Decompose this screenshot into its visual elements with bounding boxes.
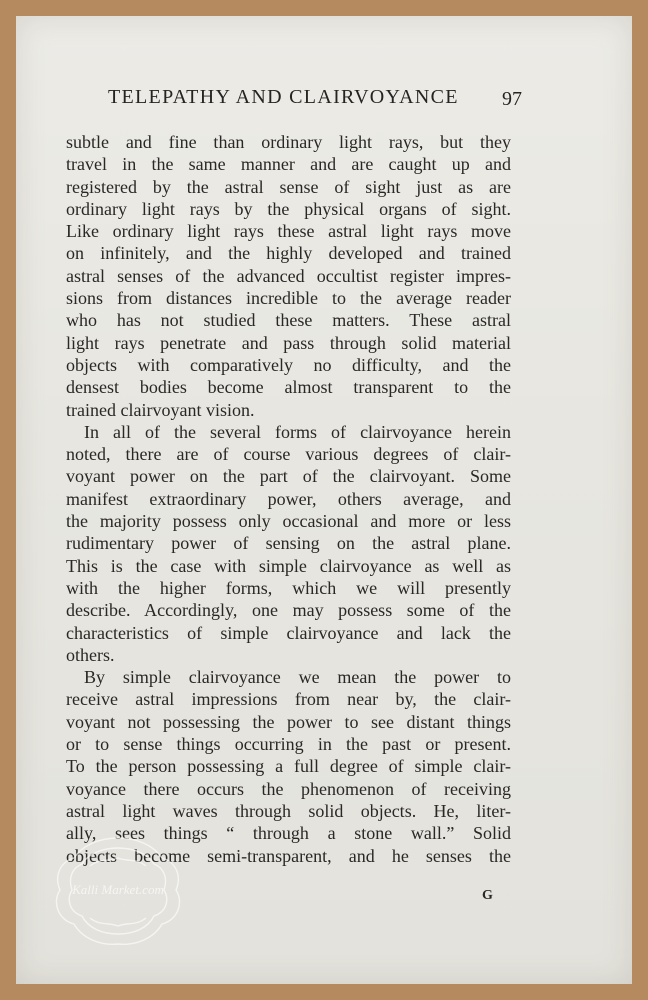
- text-line: This is the case with simple clairvoyance as well as: [66, 555, 511, 576]
- text-line: objects with comparatively no difficulty, and the: [66, 354, 511, 375]
- text-line: describe. Accordingly, one may possess some of the: [66, 600, 511, 621]
- text-line: who has not studied these matters. These astral: [66, 310, 511, 331]
- text-line: astral light waves through solid objects. He, liter-: [66, 800, 511, 821]
- text-line: registered by the astral sense of sight just as are: [66, 176, 511, 197]
- running-head: [92, 84, 522, 114]
- text-line: travel in the same manner and are caught up and: [66, 154, 511, 175]
- text-line: subtle and fine than ordinary light rays, but they: [66, 132, 511, 152]
- text-line: on infinitely, and the highly developed and trained: [66, 243, 511, 264]
- text-line: sions from distances incredible to the average reader: [66, 288, 511, 309]
- text-line: ordinary light rays by the physical organs of sight.: [66, 198, 511, 219]
- text-line: astral senses of the advanced occultist register impres-: [66, 265, 511, 286]
- text-line: characteristics of simple clairvoyance and lack the: [66, 622, 511, 643]
- watermark-text: Kalli Market.com: [72, 882, 164, 897]
- text-line: By simple clairvoyance we mean the power to: [84, 667, 511, 688]
- text-line: manifest extraordinary power, others average, and: [66, 488, 511, 509]
- text-line: objects become semi-transparent, and he senses the: [66, 845, 511, 866]
- text-line: rudimentary power of sensing on the astral plane.: [66, 533, 511, 554]
- text-line: To the person possessing a full degree of simple clair-: [66, 756, 511, 777]
- text-line: trained clairvoyant vision.: [66, 399, 255, 420]
- page-number: 97: [502, 88, 522, 110]
- body-text: [66, 131, 511, 867]
- text-line: or to sense things occurring in the past or present.: [66, 734, 511, 755]
- text-line: noted, there are of course various degrees of clair-: [66, 444, 511, 465]
- text-line: others.: [66, 644, 115, 665]
- running-title: TELEPATHY AND CLAIRVOYANCE: [108, 86, 459, 108]
- signature-mark: G: [482, 888, 493, 903]
- text-line: receive astral impressions from near by, the clair-: [66, 689, 511, 710]
- text-line: with the higher forms, which we will presently: [66, 577, 511, 598]
- text-line: light rays penetrate and pass through solid material: [66, 332, 511, 353]
- watermark-logo: [50, 832, 186, 950]
- text-line: voyant power on the part of the clairvoyant. Some: [66, 466, 511, 487]
- text-line: voyance there occurs the phenomenon of receiving: [66, 778, 511, 799]
- text-line: voyant not possessing the power to see distant things: [66, 711, 511, 732]
- text-line: the majority possess only occasional and more or less: [66, 511, 511, 532]
- text-line: densest bodies become almost transparent to the: [66, 377, 511, 398]
- text-line: Like ordinary light rays these astral light rays move: [66, 221, 511, 242]
- text-line: In all of the several forms of clairvoyance herein: [84, 421, 511, 442]
- text-line: ally, sees things “ through a stone wall.” Solid: [66, 823, 511, 844]
